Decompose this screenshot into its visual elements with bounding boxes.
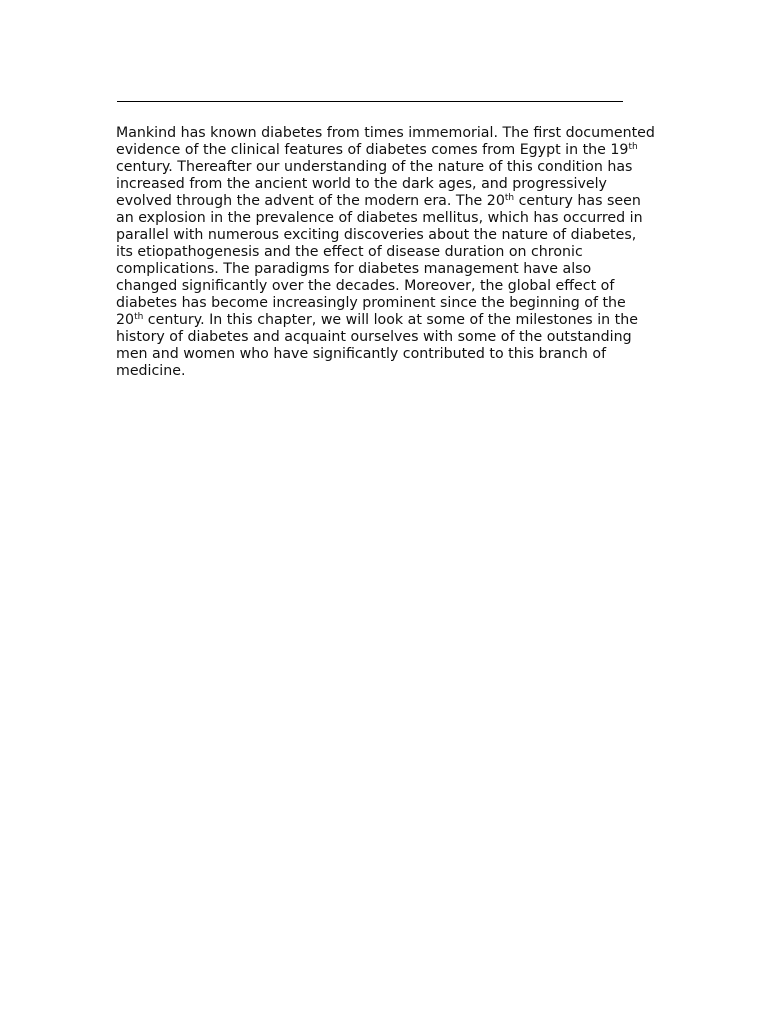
superscript-th-2: th: [504, 193, 515, 203]
superscript-th-3: th: [134, 312, 144, 322]
paragraph-text-3: century has seen an explosion in the prevalence of diabetes mellitus, which has occurred in parallel with numerous exciting discoveries about the nature of diabetes, its etiopathogenesis and the effect of disease duration on chronic complications. The paradigms for diabetes management have also changed significantly over the decades. Moreover, the global effect of diabetes has become increasingly prominent since the beginning of the 20: [116, 193, 643, 328]
body-paragraph: [116, 125, 656, 380]
horizontal-rule: [117, 101, 623, 102]
paragraph-text-2: century. Thereafter our understanding of the nature of this condition has increased from the ancient world to the dark ages, and progressively evolved through the advent of the modern era. The 20: [116, 159, 633, 209]
paragraph-text-4: century. In this chapter, we will look at some of the milestones in the history of diabetes and acquaint ourselves with some of the outstanding men and women who have significantly contributed to this branch of medicine.: [116, 312, 638, 379]
paragraph-text-1: Mankind has known diabetes from times immemorial. The first documented evidence of the clinical features of diabetes comes from Egypt in the 19: [116, 125, 655, 158]
superscript-th-1: th: [628, 142, 638, 152]
